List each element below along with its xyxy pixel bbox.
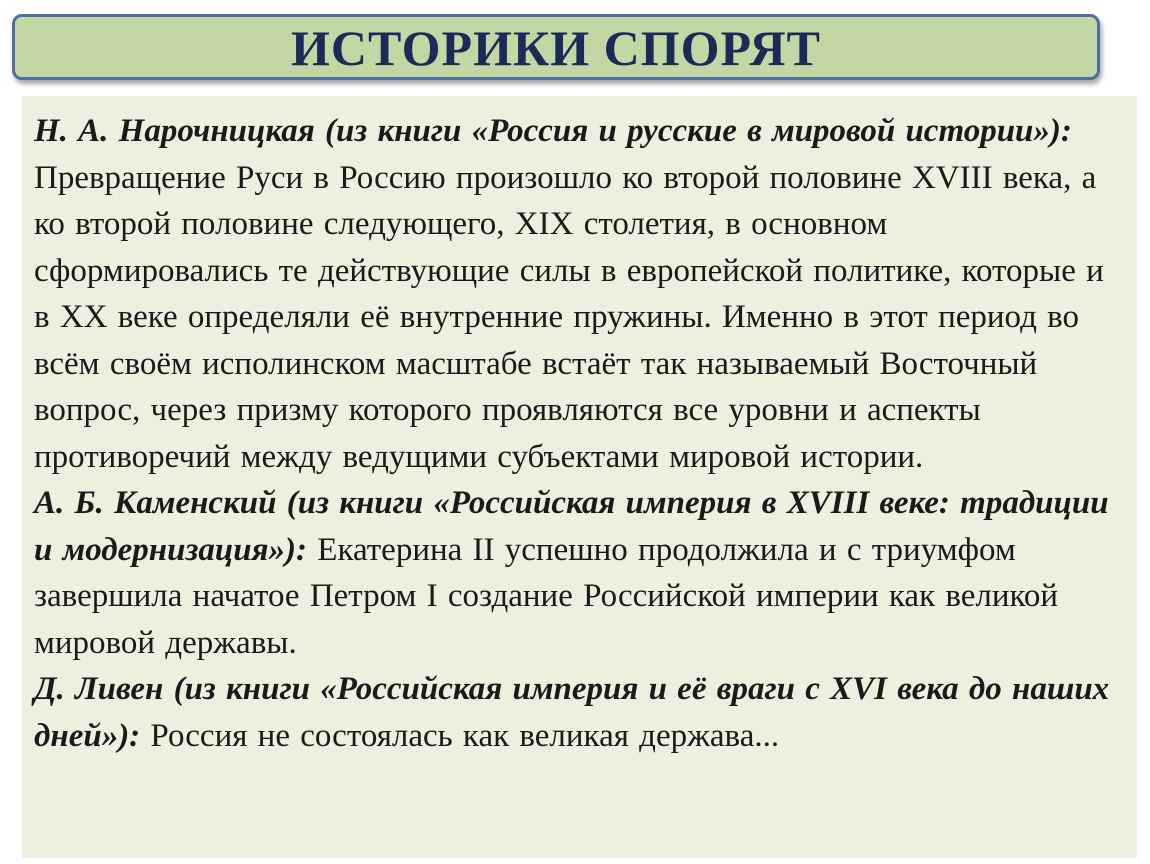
- quote-author: Д. Ливен (из книги «Российская империя и её враги с XVI века до наших дней»):: [34, 671, 1110, 754]
- quote-author: Н. А. Нарочницкая (из книги «Россия и русские в мировой истории»):: [34, 113, 1072, 149]
- quotes-content: [34, 108, 1127, 759]
- quote-author: А. Б. Каменский (из книги «Российская империя в XVIII веке: традиции и модернизация»):: [34, 485, 1109, 568]
- quote-text: Россия не состоялась как великая держава...: [150, 717, 780, 754]
- quote-text: Екатерина II успешно продолжила и с триумфом завершила начатое Петром I создание Российской империи как великой мировой державы.: [34, 531, 1059, 661]
- slide-title-banner: [12, 14, 1100, 80]
- quote-text: Превращение Руси в Россию произошло ко второй половине XVIII века, а ко второй половине следующего, XIX столетия, в основном сформировались те действующие силы в европейской политике, которые и в XX веке определяли её внутренние пружины. Именно в этот период во всём своём исполинском масштабе встаёт так называемый Восточный вопрос, через призму которого проявляются все уровни и аспекты противоречий между ведущими субъектами мировой истории.: [34, 159, 1104, 475]
- quotes-panel: [22, 96, 1137, 858]
- slide-title: ИСТОРИКИ СПОРЯТ: [290, 20, 822, 76]
- quote-block: [34, 666, 1127, 759]
- quote-block: [34, 480, 1127, 666]
